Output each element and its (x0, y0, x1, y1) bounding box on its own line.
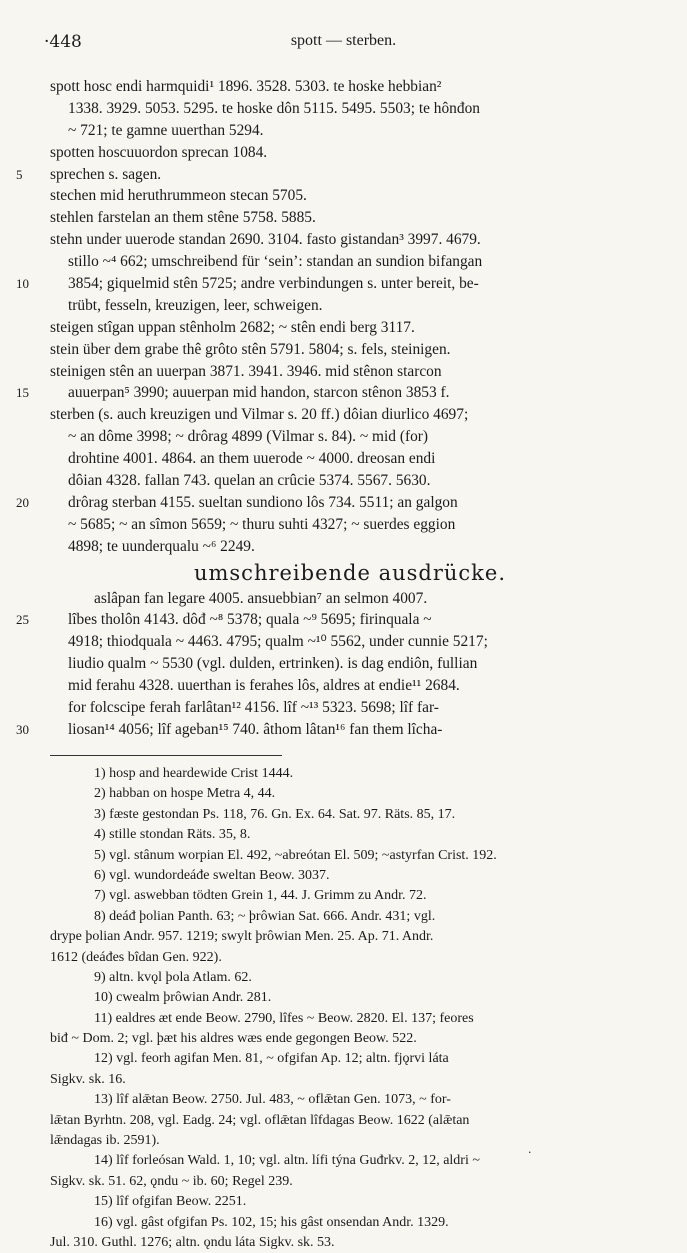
footnote-rule (50, 755, 282, 756)
entry-line (16, 382, 650, 404)
footnote-line: 5) vgl. stânum worpian El. 492, ~abreótan El. 509; ~astyrfan Crist. 192. (94, 847, 497, 863)
entry-text: dôian 4328. fallan 743. quelan an crûcie 5374. 5567. 5630. (68, 472, 431, 490)
entry-line (50, 229, 650, 251)
entry-line (50, 361, 650, 383)
section-line (16, 609, 650, 631)
footnote-line: 10) cwealm þrôwian Andr. 281. (94, 990, 272, 1006)
footnote-line: Sigkv. sk. 51. 62, ǫndu ~ ib. 60; Regel 239. (50, 1173, 293, 1189)
footnote-line: 13) lîf alǣtan Beow. 2750. Jul. 483, ~ oflǣtan Gen. 1073, ~ for- (94, 1092, 451, 1108)
entry-text: 3854; giquelmid stên 5725; andre verbindungen s. unter bereit, be- (68, 275, 479, 293)
section-line (50, 653, 650, 675)
entry-line (50, 514, 650, 536)
section-line (16, 719, 650, 741)
section-line (50, 631, 650, 653)
footnote-line: 2) habban on hospe Metra 4, 44. (94, 786, 276, 802)
line-number: 30 (16, 721, 29, 737)
footnote-line: Sigkv. sk. 16. (50, 1071, 126, 1087)
entry-text: ~ 5685; ~ an sîmon 5659; ~ thuru suhti 4327; ~ suerdes eggion (68, 515, 456, 533)
entry-text: drohtine 4001. 4864. an them uuerode ~ 4000. dreosan endi (68, 450, 436, 468)
footnote-line: 11) ealdres æt ende Beow. 2790, lîfes ~ Beow. 2820. El. 137; feores (94, 1010, 474, 1026)
entry-text: drôrag sterban 4155. sueltan sundiono lôs 734. 5511; an galgon (68, 493, 458, 511)
entry-line (50, 120, 650, 142)
entry-line (50, 317, 650, 339)
running-header (44, 32, 643, 54)
footnote-line: 16) vgl. gâst ofgifan Ps. 102, 15; his gâst onsendan Andr. 1329. (94, 1214, 449, 1230)
entry-text: stein über dem grabe thê grôto stên 5791. 5804; s. fels, steinigen. (50, 340, 451, 358)
footnote-line: 1612 (deáđes bîdan Gen. 922). (50, 949, 222, 965)
section-line (50, 588, 650, 610)
entry-text: steigen stîgan uppan stênholm 2682; ~ stên endi berg 3117. (50, 318, 415, 336)
footnote-line: 8) deáđ þolian Panth. 63; ~ þrôwian Sat. 666. Andr. 431; vgl. (94, 908, 436, 924)
section-text: lîbes tholôn 4143. dôđ ~⁸ 5378; quala ~⁹ 5695; firinquala ~ (68, 611, 432, 629)
entry-line (16, 492, 650, 514)
footnote-line: 4) stille stondan Räts. 35, 8. (94, 827, 251, 843)
entry-text: 4898; te uunderqualu ~⁶ 2249. (68, 537, 255, 555)
footnote-line: biđ ~ Dom. 2; vgl. þæt his aldres wæs ende gegongen Beow. 522. (50, 1031, 417, 1047)
footnote-line: 6) vgl. wundordeáđe sweltan Beow. 3037. (94, 867, 330, 883)
entry-line (50, 295, 650, 317)
entry-text: trübt, fesseln, kreuzigen, leer, schweigen. (68, 296, 323, 314)
header-title: spott — sterben. (290, 32, 397, 49)
section-text: 4918; thiodquala ~ 4463. 4795; qualm ~¹⁰ 5562, under cunnie 5217; (68, 633, 488, 651)
footnotes (50, 764, 650, 1253)
entry-text: stehn under uuerode standan 2690. 3104. fasto gistandan³ 3997. 4679. (50, 231, 481, 249)
entry-text: sterben (s. auch kreuzigen und Vilmar s. 20 ff.) dôian diurlico 4697; (50, 406, 469, 424)
entry-line (50, 251, 650, 273)
entry-line (16, 164, 650, 186)
entry-line (16, 273, 650, 295)
entry-lines (16, 76, 650, 558)
entry-line (50, 426, 650, 448)
entry-text: ~ 721; te gamne uuerthan 5294. (68, 121, 264, 139)
footnote-line: 15) lîf ofgifan Beow. 2251. (94, 1194, 247, 1210)
entry-line (50, 98, 650, 120)
bottom-mark: · (528, 1146, 532, 1159)
entry-line (50, 76, 650, 98)
entry-text: stillo ~⁴ 662; umschreibend für ‘sein’: standan an sundion bifangan (68, 253, 483, 271)
footnote-line: 7) vgl. aswebban tödten Grein 1, 44. J. Grimm zu Andr. 72. (94, 888, 427, 904)
footnote-line: 3) fæste gestondan Ps. 118, 76. Gn. Ex. 64. Sat. 97. Räts. 85, 17. (94, 806, 456, 822)
page-number: ·448 (44, 32, 82, 52)
entry-line (50, 207, 650, 229)
entry-text: 1338. 3929. 5053. 5295. te hoske dôn 5115. 5495. 5503; te hônđon (68, 99, 480, 117)
section-title: umschreibende ausdrücke. (193, 560, 507, 585)
section-lines (16, 588, 650, 741)
entry-line (50, 185, 650, 207)
entry-text: ~ an dôme 3998; ~ drôrag 4899 (Vilmar s. 84). ~ mid (for) (68, 428, 429, 446)
section-line (50, 697, 650, 719)
entry-line (50, 448, 650, 470)
entry-text: spotten hoscuuordon sprecan 1084. (50, 143, 268, 161)
entry-text: steinigen stên an uuerpan 3871. 3941. 3946. mid stênon starcon (50, 362, 442, 380)
entry-line (50, 404, 650, 426)
line-number: 10 (16, 276, 29, 292)
line-number: 20 (16, 494, 29, 510)
entry-line (50, 536, 650, 558)
footnote-line: lǣtan Byrhtn. 208, vgl. Eadg. 24; vgl. oflǣtan lîfdagas Beow. 1622 (alǣtan (50, 1112, 470, 1128)
entry-text: stechen mid heruthrummeon stecan 5705. (50, 187, 307, 205)
line-number: 25 (16, 612, 29, 628)
footnote-line: 1) hosp and heardewide Crist 1444. (94, 766, 294, 781)
entry-text: stehlen farstelan an them stêne 5758. 5885. (50, 209, 316, 227)
footnote-line: Jul. 310. Guthl. 1276; altn. ǫndu láta Sigkv. sk. 53. (50, 1234, 335, 1250)
line-number: 5 (16, 166, 23, 182)
main-text (16, 76, 650, 741)
entry-line (50, 142, 650, 164)
section-line (50, 675, 650, 697)
entry-line (50, 470, 650, 492)
footnote-line: lǣndagas ib. 2591). (50, 1133, 160, 1149)
section-text: liosan¹⁴ 4056; lîf ageban¹⁵ 740. âthom lâtan¹⁶ fan them lîcha- (68, 720, 443, 738)
footnote-line: 14) lîf forleósan Wald. 1, 10; vgl. altn. lífi týna Guđrkv. 2, 12, aldri ~ (94, 1153, 480, 1169)
footnote-line: 12) vgl. feorh agifan Men. 81, ~ ofgifan Ap. 12; altn. fjǫrvi láta (94, 1051, 449, 1067)
entry-text: auuerpan⁵ 3990; auuerpan mid handon, starcon stênon 3853 f. (68, 384, 450, 402)
section-text: mid ferahu 4328. uuerthan is ferahes lôs, aldres at endie¹¹ 2684. (68, 677, 460, 695)
section-text: liudio qualm ~ 5530 (vgl. dulden, ertrinken). is dag endiôn, fullian (68, 655, 478, 673)
section-text: aslâpan fan legare 4005. ansuebbian⁷ an selmon 4007. (94, 589, 428, 607)
footnote-line: 9) altn. kvǫl þola Atlam. 62. (94, 969, 252, 985)
footnote-line: drype þolian Andr. 957. 1219; swylt þrôwian Men. 25. Ap. 71. Andr. (50, 929, 434, 945)
section-text: for folcscipe ferah farlâtan¹² 4156. lîf ~¹³ 5323. 5698; lîf far- (68, 699, 439, 717)
line-number: 15 (16, 385, 29, 401)
entry-text: sprechen s. sagen. (50, 165, 162, 183)
entry-text: spott hosc endi harmquidi¹ 1896. 3528. 5303. te hoske hebbian² (50, 78, 442, 95)
entry-line (50, 339, 650, 361)
